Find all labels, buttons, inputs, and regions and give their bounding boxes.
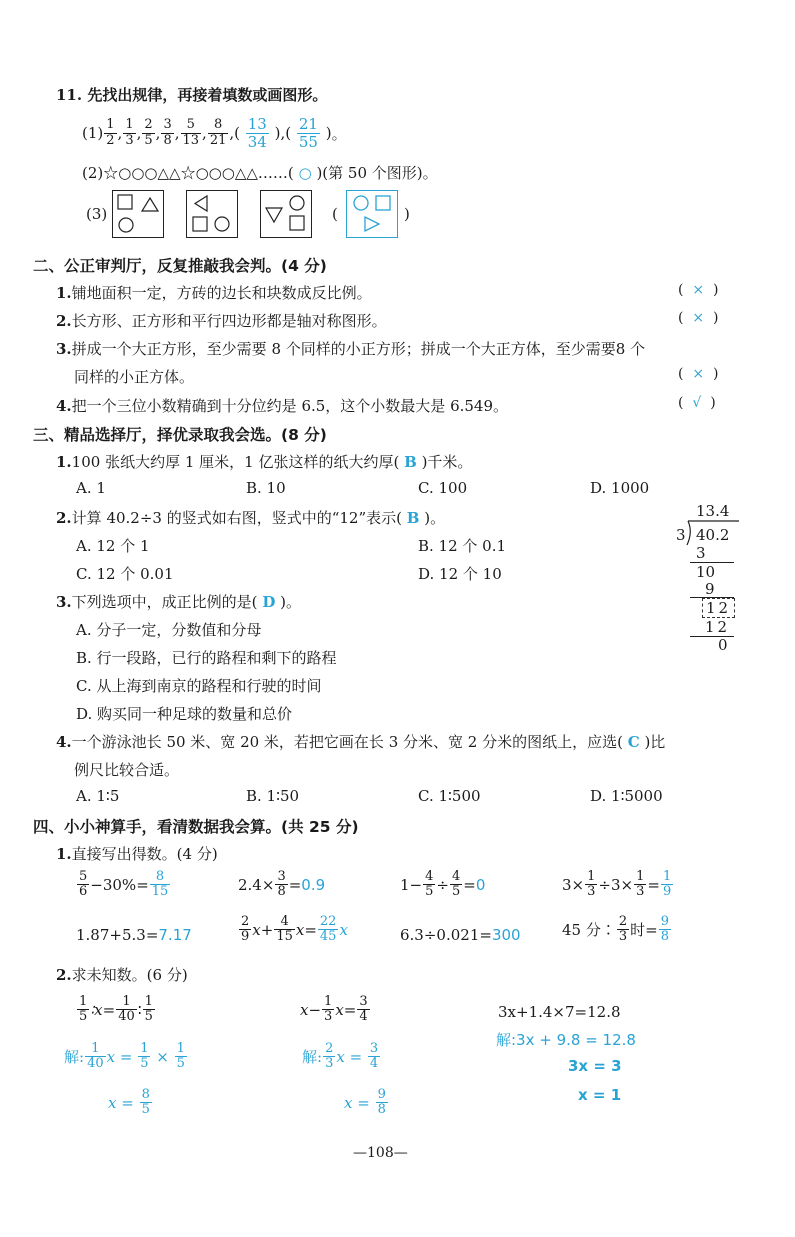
section-4-heading: 四、小小神算手，看清数据我会算。(共 25 分) bbox=[33, 818, 359, 836]
solve-q2-title: 2.求未知数。(6 分) bbox=[56, 966, 188, 984]
judge-answer-1[interactable]: ( × ) bbox=[678, 282, 719, 298]
calc-5-answer[interactable]: 7.17 bbox=[158, 926, 192, 944]
judge-item-2: 2.长方形、正方形和平行四边形都是轴对称图形。 bbox=[56, 312, 387, 330]
judge-item-3: 3.拼成一个大正方形，至少需要 8 个同样的小正方形；拼成一个大正方体，至少需要8 个 bbox=[56, 340, 646, 358]
shape-box-1 bbox=[112, 190, 164, 238]
equation-1-step-2[interactable]: x = $\frac{8}{5}$ bbox=[108, 1087, 150, 1118]
division-row-2: 10 bbox=[696, 563, 716, 581]
choice-q4-option-b: B. 1∶50 bbox=[246, 787, 300, 805]
shape-box-2-drawing bbox=[187, 191, 237, 237]
choice-q3-answer[interactable]: D bbox=[262, 593, 276, 611]
shape-box-3 bbox=[260, 190, 312, 238]
equation-2: x− $\frac{1}{3}$ x= $\frac{3}{4}$ bbox=[300, 994, 368, 1025]
choice-q3-option-a: A. 分子一定，分数值和分母 bbox=[76, 621, 262, 639]
calc-3: 1− $\frac{4}{5}$ ÷ $\frac{4}{5}$ = 0 bbox=[400, 869, 486, 900]
long-division bbox=[670, 502, 740, 652]
q11-part2: (2)☆○○○△△☆○○○△△……( ○ )(第 50 个图形)。 bbox=[82, 164, 438, 182]
choice-q2-answer[interactable]: B bbox=[406, 509, 420, 527]
calc-4: 3× $\frac{1}{3}$ ÷3× $\frac{1}{3}$ = $\frac{1}{9}$ bbox=[562, 869, 672, 900]
judge-item-1: 1.铺地面积一定，方砖的边长和块数成反比例。 bbox=[56, 284, 372, 302]
division-row-3: 9 bbox=[705, 580, 715, 598]
choice-q2-option-b: B. 12 个 0.1 bbox=[418, 537, 507, 555]
choice-q4-option-c: C. 1∶500 bbox=[418, 787, 481, 805]
seq-fraction: $\frac{1}{3}$ bbox=[125, 117, 134, 148]
choice-q2-option-c: C. 12 个 0.01 bbox=[76, 565, 174, 583]
equation-2-step-1[interactable]: 解: $\frac{2}{3}$ x = $\frac{3}{4}$ bbox=[302, 1041, 379, 1072]
choice-q3: 3.下列选项中，成正比例的是( D )。 bbox=[56, 593, 301, 611]
choice-q2-option-a: A. 12 个 1 bbox=[76, 537, 150, 555]
answer-shape-box[interactable] bbox=[346, 190, 398, 238]
equation-3-step-1[interactable]: 解:3x + 9.8 = 12.8 bbox=[496, 1031, 636, 1049]
choice-q4-cont: 例尺比较合适。 bbox=[74, 761, 180, 779]
judge-item-4: 4.把一个三位小数精确到十分位约是 6.5，这个小数最大是 6.549。 bbox=[56, 397, 509, 415]
choice-q1-option-d: D. 1000 bbox=[590, 479, 650, 497]
division-quotient: 13.4 bbox=[696, 502, 730, 520]
equation-1: $\frac{1}{5}$ ∶x= $\frac{1}{40}$ ∶ $\frac{1}{5}$ bbox=[79, 994, 153, 1025]
shape-box-3-drawing bbox=[261, 191, 311, 237]
choice-q3-option-b: B. 行一段路，已行的路程和剩下的路程 bbox=[76, 649, 337, 667]
calc-4-answer[interactable]: $\frac{1}{9}$ bbox=[662, 869, 672, 900]
calc-7-answer[interactable]: 300 bbox=[491, 926, 521, 944]
calc-3-answer[interactable]: 0 bbox=[475, 875, 486, 894]
calc-1: $\frac{5}{6}$ −30%= $\frac{8}{15}$ bbox=[79, 869, 169, 900]
equation-3-step-3[interactable]: x = 1 bbox=[578, 1086, 622, 1104]
judge-answer-3[interactable]: ( × ) bbox=[678, 366, 719, 382]
choice-q1: 1.100 张纸大约厚 1 厘米，1 亿张这样的纸大约厚( B )千米。 bbox=[56, 453, 473, 471]
section-3-heading: 三、精品选择厅，择优录取我会选。(8 分) bbox=[33, 426, 327, 444]
seq-fraction: $\frac{1}{2}$ bbox=[106, 117, 115, 148]
q11-part1: (1) $\frac{1}{2}$ , $\frac{1}{3}$ , $\frac{2}{5}$ , $\frac{3}{8}$ , $\frac{5}{13}$ , $\frac{8}{21}$ ,( $\frac{13}{34}$ ),( $\frac{21}{55}$ ) 。 bbox=[82, 115, 347, 151]
seq-fraction: $\frac{2}{5}$ bbox=[144, 117, 153, 148]
choice-q1-option-c: C. 100 bbox=[418, 479, 468, 497]
q11-title: 11. 先找出规律，再接着填数或画图形。 bbox=[56, 86, 328, 104]
equation-2-step-2[interactable]: x = $\frac{9}{8}$ bbox=[344, 1087, 386, 1118]
equation-3-step-2[interactable]: 3x = 3 bbox=[568, 1057, 622, 1075]
equation-1-step-1[interactable]: 解: $\frac{1}{40}$ x = $\frac{1}{5}$ × $\frac{1}{5}$ bbox=[64, 1041, 185, 1072]
judge-answer-2[interactable]: ( × ) bbox=[678, 310, 719, 326]
division-row-6: 0 bbox=[718, 636, 728, 654]
calc-8: 45 分∶ $\frac{2}{3}$ 时= $\frac{9}{8}$ bbox=[562, 914, 669, 945]
calc-1-answer[interactable]: $\frac{8}{15}$ bbox=[151, 869, 169, 900]
judge-answer-4[interactable]: ( √ ) bbox=[678, 395, 716, 411]
choice-q2-option-d: D. 12 个 10 bbox=[418, 565, 502, 583]
choice-q1-option-b: B. 10 bbox=[246, 479, 286, 497]
seq-fraction: $\frac{3}{8}$ bbox=[163, 117, 172, 148]
calc-7: 6.3÷0.021=300 bbox=[400, 926, 521, 944]
choice-q3-option-d: D. 购买同一种足球的数量和总价 bbox=[76, 705, 293, 723]
section-2-heading: 二、公正审判厅，反复推敲我会判。(4 分) bbox=[33, 257, 327, 275]
division-dividend: 40.2 bbox=[696, 526, 730, 544]
choice-q1-option-a: A. 1 bbox=[76, 479, 106, 497]
shape-box-2 bbox=[186, 190, 238, 238]
division-row-1: 3 bbox=[696, 544, 706, 562]
choice-q4-answer[interactable]: C bbox=[627, 733, 640, 751]
calc-q1-title: 1.直接写出得数。(4 分) bbox=[56, 845, 218, 863]
calc-5: 1.87+5.3=7.17 bbox=[76, 926, 192, 944]
choice-q4: 4.一个游泳池长 50 米、宽 20 米，若把它画在长 3 分米、宽 2 分米的图纸上，应选( C )比 bbox=[56, 733, 666, 751]
page-number: —108— bbox=[353, 1145, 408, 1161]
judge-item-3-cont: 同样的小正方体。 bbox=[74, 368, 195, 386]
answer-shape-box-drawing bbox=[347, 191, 397, 237]
q11-part3-label: (3) bbox=[86, 205, 108, 223]
shape-box-1-drawing bbox=[113, 191, 163, 237]
division-row-4-boxed: 12 bbox=[702, 598, 735, 618]
seq-fraction: $\frac{8}{21}$ bbox=[209, 117, 227, 148]
choice-q1-answer[interactable]: B bbox=[404, 453, 417, 471]
calc-6: $\frac{2}{9}$ x+ $\frac{4}{15}$ x= $\frac{22}{45}$ x bbox=[241, 914, 348, 945]
calc-2: 2.4× $\frac{3}{8}$ = 0.9 bbox=[238, 869, 326, 900]
calc-6-answer[interactable]: $\frac{22}{45}$ bbox=[319, 914, 337, 945]
calc-8-answer[interactable]: $\frac{9}{8}$ bbox=[660, 914, 669, 945]
equation-3: 3x+1.4×7=12.8 bbox=[498, 1003, 621, 1021]
division-divisor: 3 bbox=[676, 526, 686, 544]
choice-q2: 2.计算 40.2÷3 的竖式如右图，竖式中的“12”表示( B )。 bbox=[56, 509, 446, 527]
answer-fraction-1[interactable]: $\frac{13}{34}$ bbox=[247, 115, 267, 151]
answer-shape[interactable]: ○ bbox=[298, 164, 312, 182]
division-row-5: 12 bbox=[705, 618, 731, 636]
choice-q3-option-c: C. 从上海到南京的路程和行驶的时间 bbox=[76, 677, 322, 695]
choice-q4-option-a: A. 1∶5 bbox=[76, 787, 120, 805]
seq-fraction: $\frac{5}{13}$ bbox=[182, 117, 200, 148]
calc-2-answer[interactable]: 0.9 bbox=[301, 875, 326, 894]
answer-fraction-2[interactable]: $\frac{21}{55}$ bbox=[298, 115, 318, 151]
choice-q4-option-d: D. 1∶5000 bbox=[590, 787, 663, 805]
